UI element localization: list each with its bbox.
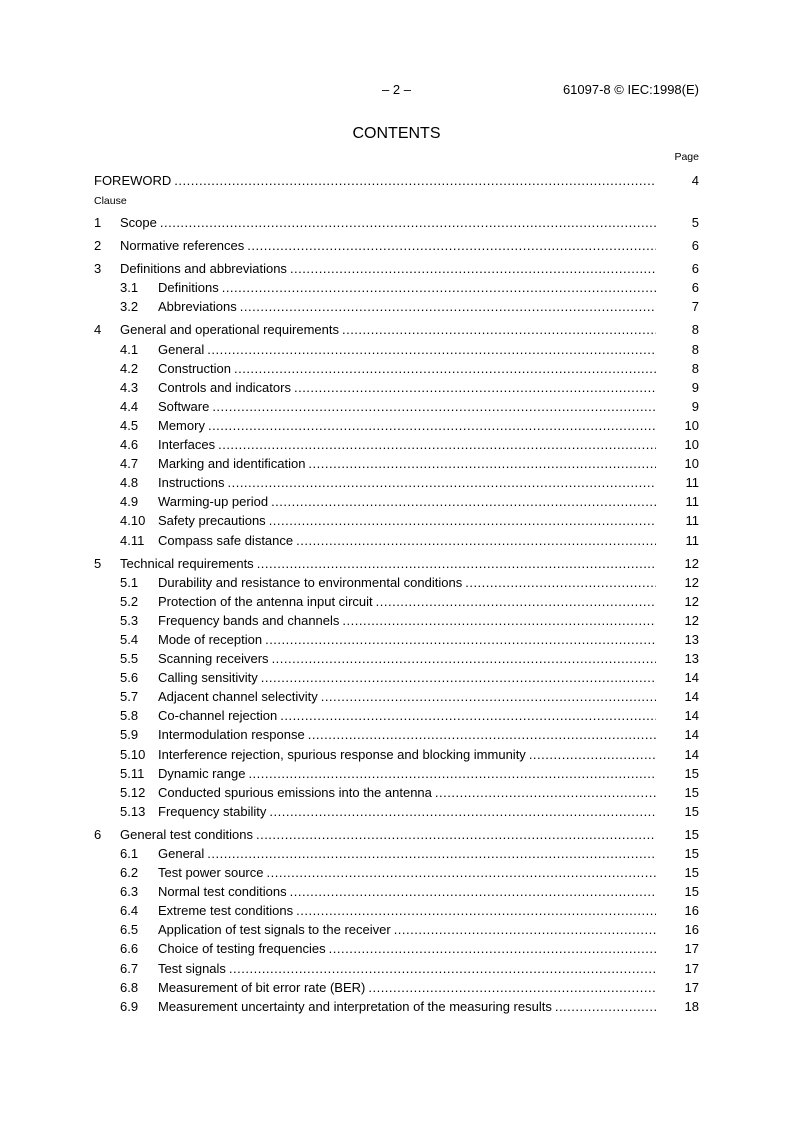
page-column-label: Page — [674, 151, 699, 163]
clause-number: 4.11 — [120, 532, 145, 548]
foreword-entry — [94, 171, 699, 190]
clause-title: Interfaces — [158, 437, 216, 453]
dot-leader — [269, 802, 656, 821]
toc-entry — [94, 259, 699, 278]
page-ref: 15 — [684, 865, 699, 881]
toc-section-group — [94, 825, 699, 1016]
foreword-page: 4 — [691, 173, 699, 188]
dot-leader — [329, 939, 656, 958]
dot-leader — [290, 259, 656, 278]
foreword-title: FOREWORD — [94, 173, 172, 188]
page-ref: 14 — [684, 727, 699, 743]
toc-subentry — [94, 783, 699, 802]
clause-title: Controls and indicators — [158, 379, 291, 395]
page-ref: 8 — [691, 341, 699, 357]
toc-subentry — [94, 939, 699, 958]
clause-number: 5.4 — [120, 631, 139, 647]
clause-title: Scope — [120, 215, 157, 230]
dot-leader — [265, 630, 656, 649]
clause-number: 3 — [94, 261, 102, 277]
dot-leader — [290, 882, 656, 901]
clause-number: 6.5 — [120, 922, 139, 938]
clause-title: Normative references — [120, 238, 245, 254]
page-ref: 11 — [685, 532, 699, 548]
dot-leader — [227, 473, 656, 492]
toc-subentry — [94, 511, 699, 530]
clause-title: Conducted spurious emissions into the antenna — [158, 784, 432, 800]
page-ref: 9 — [691, 398, 699, 414]
toc-subentry — [94, 531, 699, 550]
dot-leader — [240, 297, 656, 316]
clause-number: 6.7 — [120, 960, 139, 976]
clause-title: Marking and identification — [158, 456, 306, 472]
toc-section-group — [94, 320, 699, 549]
dot-leader — [234, 359, 656, 378]
toc-subentry — [94, 882, 699, 901]
dot-leader — [218, 435, 656, 454]
page-ref: 15 — [684, 884, 699, 900]
clause-title: Durability and resistance to environmental conditions — [158, 574, 463, 590]
page-ref: 11 — [685, 513, 699, 529]
toc-subentry — [94, 297, 699, 316]
dot-leader — [342, 320, 656, 339]
clause-number: 4.3 — [120, 379, 139, 395]
toc-entry — [94, 236, 699, 255]
toc-subentry — [94, 901, 699, 920]
clause-title: Definitions and abbreviations — [120, 261, 287, 277]
dot-leader — [256, 825, 656, 844]
page-ref: 14 — [684, 708, 699, 724]
clause-title: Normal test conditions — [158, 884, 287, 900]
toc-subentry — [94, 359, 699, 378]
toc-entry — [94, 213, 699, 232]
clause-title: Choice of testing frequencies — [158, 941, 326, 957]
dot-leader — [342, 611, 656, 630]
clause-number: 5.6 — [120, 670, 139, 686]
contents-title: CONTENTS — [352, 125, 441, 142]
page-ref: 11 — [685, 494, 699, 510]
clause-title: Measurement of bit error rate (BER) — [158, 979, 366, 995]
toc-subentry — [94, 844, 699, 863]
clause-title: Adjacent channel selectivity — [158, 689, 318, 705]
dot-leader — [208, 416, 656, 435]
page-ref: 7 — [691, 299, 699, 315]
clause-number: 1 — [94, 215, 102, 230]
page-ref: 10 — [684, 437, 699, 453]
clause-title: General test conditions — [120, 826, 253, 842]
dot-leader — [207, 844, 656, 863]
clause-number: 4.4 — [120, 398, 139, 414]
toc-section-group — [94, 236, 699, 255]
clause-title: Extreme test conditions — [158, 903, 294, 919]
clause-title: Instructions — [158, 475, 225, 491]
clause-number: 5.1 — [120, 574, 139, 590]
dot-leader — [160, 213, 656, 232]
clause-number: 5.2 — [120, 593, 139, 609]
dot-leader — [248, 764, 656, 783]
page-ref: 15 — [684, 803, 699, 819]
document-reference: 61097-8 © IEC:1998(E) — [562, 82, 699, 97]
dot-leader — [394, 920, 656, 939]
toc-subentry — [94, 611, 699, 630]
toc-subentry — [94, 706, 699, 725]
clause-number: 5.9 — [120, 727, 139, 743]
clause-number: 5.8 — [120, 708, 139, 724]
page-number: – 2 – — [382, 82, 411, 97]
dot-leader — [294, 378, 656, 397]
clause-title: Protection of the antenna input circuit — [158, 593, 373, 609]
page-ref: 15 — [684, 765, 699, 781]
clause-title: Definitions — [158, 280, 219, 296]
toc-entry — [94, 320, 699, 339]
clause-title: Frequency stability — [158, 803, 267, 819]
dot-leader — [435, 783, 656, 802]
dot-leader — [247, 236, 656, 255]
page-ref: 16 — [684, 922, 699, 938]
clause-title: Mode of reception — [158, 631, 263, 647]
toc-subentry — [94, 649, 699, 668]
toc-subentry — [94, 278, 699, 297]
toc-subentry — [94, 416, 699, 435]
page-ref: 13 — [684, 651, 699, 667]
toc-subentry — [94, 573, 699, 592]
clause-title: Warming-up period — [158, 494, 269, 510]
clause-title: Frequency bands and channels — [158, 612, 340, 628]
dot-leader — [368, 978, 656, 997]
dot-leader — [555, 997, 656, 1016]
clause-number: 6.1 — [120, 846, 139, 861]
clause-number: 5.12 — [120, 784, 146, 800]
clause-title: Construction — [158, 360, 231, 376]
clause-number: 5 — [94, 555, 102, 571]
page-ref: 16 — [684, 903, 699, 919]
page-ref: 6 — [691, 261, 699, 277]
clause-title: Dynamic range — [158, 765, 246, 781]
clause-number: 6.8 — [120, 979, 139, 995]
clause-title: Measurement uncertainty and interpretation of the measuring results — [158, 998, 552, 1014]
dot-leader — [269, 511, 656, 530]
page-ref: 15 — [684, 846, 699, 861]
clause-number: 3.1 — [120, 280, 139, 296]
clause-title: Compass safe distance — [158, 532, 294, 548]
clause-number: 4.9 — [120, 494, 139, 510]
dot-leader — [296, 901, 656, 920]
clause-label: Clause — [94, 195, 127, 207]
clause-title: Interference rejection, spurious response and blocking immunity — [158, 746, 526, 762]
dot-leader — [280, 706, 656, 725]
toc-subentry — [94, 802, 699, 821]
page-ref: 11 — [685, 475, 699, 491]
toc-subentry — [94, 492, 699, 511]
toc-subentry — [94, 435, 699, 454]
toc-subentry — [94, 592, 699, 611]
page-ref: 6 — [691, 238, 699, 254]
toc-section-group — [94, 213, 699, 232]
clause-number: 4.7 — [120, 456, 139, 472]
clause-title: Calling sensitivity — [158, 670, 258, 686]
toc-subentry — [94, 340, 699, 359]
clause-title: Abbreviations — [158, 299, 237, 315]
page-ref: 9 — [691, 379, 699, 395]
page-ref: 17 — [684, 960, 699, 976]
clause-title: Application of test signals to the receiver — [158, 922, 391, 938]
page-ref: 12 — [684, 593, 699, 609]
clause-title: Scanning receivers — [158, 651, 269, 667]
clause-title: Safety precautions — [158, 513, 266, 529]
clause-number: 4.8 — [120, 475, 139, 491]
dot-leader — [261, 668, 656, 687]
page-ref: 17 — [684, 979, 699, 995]
page-ref: 12 — [684, 574, 699, 590]
page-ref: 8 — [691, 360, 699, 376]
clause-number: 2 — [94, 238, 102, 254]
clause-number: 4 — [94, 322, 102, 338]
page-ref: 13 — [684, 631, 699, 647]
page-ref: 14 — [684, 746, 699, 762]
page-ref: 10 — [684, 417, 699, 433]
dot-leader — [229, 959, 656, 978]
dot-leader — [308, 725, 656, 744]
page-ref: 5 — [691, 215, 699, 230]
page-ref: 18 — [684, 998, 699, 1014]
toc-subentry — [94, 920, 699, 939]
dot-leader — [308, 454, 656, 473]
dot-leader — [267, 863, 657, 882]
clause-number: 5.13 — [120, 803, 146, 819]
clause-number: 4.1 — [120, 341, 139, 357]
dot-leader — [376, 592, 656, 611]
dot-leader — [529, 745, 656, 764]
page-ref: 6 — [691, 280, 699, 296]
dot-leader — [222, 278, 656, 297]
page-ref: 17 — [684, 941, 699, 957]
clause-number: 6.4 — [120, 903, 139, 919]
dot-leader — [321, 687, 656, 706]
toc-subentry — [94, 863, 699, 882]
clause-number: 6 — [94, 826, 102, 842]
toc-subentry — [94, 668, 699, 687]
clause-number: 5.10 — [120, 746, 146, 762]
clause-number: 4.2 — [120, 360, 139, 376]
toc-list — [94, 213, 699, 1020]
toc-subentry — [94, 397, 699, 416]
dot-leader — [257, 554, 656, 573]
clause-title: General — [158, 846, 205, 861]
page-ref: 14 — [684, 689, 699, 705]
page-ref: 14 — [684, 670, 699, 686]
clause-number: 3.2 — [120, 299, 139, 315]
toc-entry — [94, 554, 699, 573]
clause-number: 4.10 — [120, 513, 146, 529]
toc-subentry — [94, 687, 699, 706]
toc-subentry — [94, 378, 699, 397]
dot-leader — [272, 649, 656, 668]
toc-subentry — [94, 454, 699, 473]
clause-title: Test power source — [158, 865, 264, 881]
page-ref: 8 — [691, 322, 699, 338]
clause-title: Technical requirements — [120, 555, 254, 571]
clause-number: 5.5 — [120, 651, 139, 667]
clause-number: 5.11 — [120, 765, 145, 781]
clause-title: General and operational requirements — [120, 322, 339, 338]
clause-number: 5.7 — [120, 689, 139, 705]
toc-section-group — [94, 554, 699, 821]
dot-leader — [174, 171, 656, 190]
clause-title: Test signals — [158, 960, 226, 976]
clause-title: General — [158, 341, 205, 357]
clause-number: 6.6 — [120, 941, 139, 957]
toc-subentry — [94, 630, 699, 649]
toc-subentry — [94, 959, 699, 978]
dot-leader — [207, 340, 656, 359]
page-ref: 15 — [684, 784, 699, 800]
toc-subentry — [94, 473, 699, 492]
clause-number: 6.3 — [120, 884, 139, 900]
page-ref: 12 — [684, 555, 699, 571]
clause-title: Memory — [158, 417, 205, 433]
clause-number: 5.3 — [120, 612, 139, 628]
page-ref: 10 — [684, 456, 699, 472]
toc-subentry — [94, 725, 699, 744]
clause-number: 6.2 — [120, 865, 139, 881]
clause-number: 4.5 — [120, 417, 139, 433]
dot-leader — [465, 573, 656, 592]
dot-leader — [271, 492, 656, 511]
toc-section-group — [94, 259, 699, 316]
toc-subentry — [94, 764, 699, 783]
clause-title: Intermodulation response — [158, 727, 305, 743]
toc-subentry — [94, 978, 699, 997]
clause-number: 6.9 — [120, 998, 139, 1014]
clause-title: Software — [158, 398, 210, 414]
toc-entry — [94, 825, 699, 844]
clause-title: Co-channel rejection — [158, 708, 278, 724]
dot-leader — [296, 531, 656, 550]
toc-subentry — [94, 997, 699, 1016]
dot-leader — [212, 397, 656, 416]
toc-subentry — [94, 745, 699, 764]
page-ref: 12 — [684, 612, 699, 628]
clause-number: 4.6 — [120, 437, 139, 453]
page-ref: 15 — [684, 826, 699, 842]
